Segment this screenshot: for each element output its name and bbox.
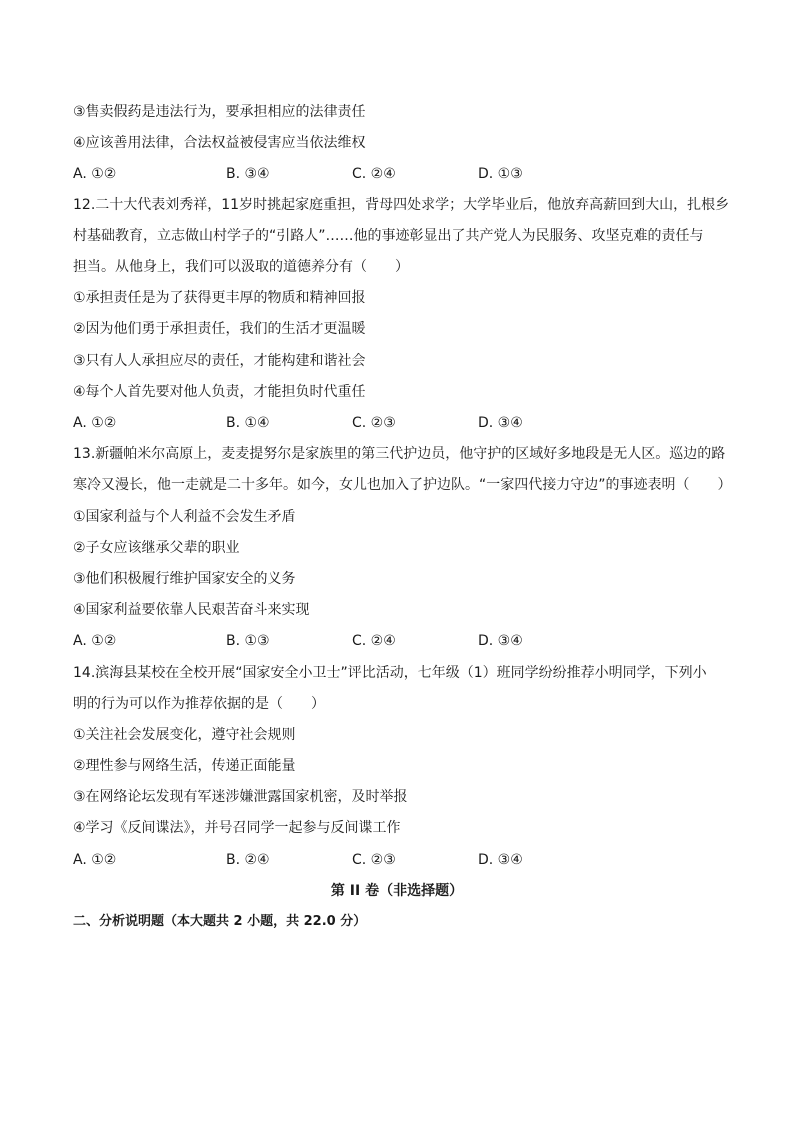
q13-choice-d: D. ③④ [478, 633, 523, 649]
q12-stem-line-2: 村基础教育，立志做山村学子的“引路人”……他的事迹彰显出了共产党人为民服务、攻坚克难的责任与 [73, 228, 704, 244]
q11-option-item-3: ③售卖假药是违法行为，要承担相应的法律责任 [73, 104, 366, 120]
part-2-heading: 二、分析说明题（本大题共 2 小题，共 22.0 分） [73, 914, 367, 929]
q11-choice-c: C. ②④ [352, 166, 396, 182]
q12-choice-b: B. ①④ [226, 415, 270, 431]
q14-option-item-3: ③在网络论坛发现有军迷涉嫌泄露国家机密，及时举报 [73, 789, 408, 805]
q13-choice-b: B. ①③ [226, 633, 270, 649]
q14-option-item-2: ②理性参与网络生活，传递正面能量 [73, 758, 296, 774]
q11-choice-a: A. ①② [73, 166, 117, 182]
q12-option-item-1: ①承担责任是为了获得更丰厚的物质和精神回报 [73, 290, 366, 306]
q14-option-item-4: ④学习《反间谍法》，并号召同学一起参与反间谍工作 [73, 820, 401, 836]
q11-choice-d: D. ①③ [478, 166, 523, 182]
q14-choice-a: A. ①② [73, 852, 117, 868]
q13-stem-line-1: 13.新疆帕米尔高原上，麦麦提努尔是家族里的第三代护边员，他守护的区域好多地段是无人区。巡边的路 [73, 446, 726, 462]
q13-choice-c: C. ②④ [352, 633, 396, 649]
q12-choice-d: D. ③④ [478, 415, 523, 431]
section-2-title: 第 II 卷（非选择题） [330, 883, 464, 899]
q14-option-item-1: ①关注社会发展变化，遵守社会规则 [73, 727, 296, 743]
q11-option-item-4: ④应该善用法律，合法权益被侵害应当依法维权 [73, 135, 366, 151]
q13-option-item-4: ④国家利益要依靠人民艰苦奋斗来实现 [73, 602, 310, 618]
q12-choice-a: A. ①② [73, 415, 117, 431]
q14-choice-b: B. ②④ [226, 852, 270, 868]
q13-option-item-2: ②子女应该继承父辈的职业 [73, 540, 240, 556]
q14-stem-line-2: 明的行为可以作为推荐依据的是（ ） [73, 696, 325, 712]
q14-choice-d: D. ③④ [478, 852, 523, 868]
q12-option-item-4: ④每个人首先要对他人负责，才能担负时代重任 [73, 384, 366, 400]
q13-option-item-1: ①国家利益与个人利益不会发生矛盾 [73, 509, 296, 525]
q12-option-item-3: ③只有人人承担应尽的责任，才能构建和谐社会 [73, 353, 366, 369]
q12-option-item-2: ②因为他们勇于承担责任，我们的生活才更温暖 [73, 321, 366, 337]
q13-stem-line-2: 寒冷又漫长，他一走就是二十多年。如今，女儿也加入了护边队。“一家四代接力守边”的事迹表明（ ） [73, 477, 732, 493]
q13-option-item-3: ③他们积极履行维护国家安全的义务 [73, 571, 296, 587]
q14-stem-line-1: 14.滨海县某校在全校开展“国家安全小卫士”评比活动，七年级（1）班同学纷纷推荐小明同学，下列小 [73, 665, 707, 681]
q13-choice-a: A. ①② [73, 633, 117, 649]
q12-choice-c: C. ②③ [352, 415, 396, 431]
q12-stem-line-1: 12.二十大代表刘秀祥，11岁时挑起家庭重担，背母四处求学；大学毕业后，他放弃高薪回到大山，扎根乡 [73, 197, 730, 213]
q12-stem-line-3: 担当。从他身上，我们可以汲取的道德养分有（ ） [73, 259, 409, 275]
q11-choice-b: B. ③④ [226, 166, 270, 182]
q14-choice-c: C. ②③ [352, 852, 396, 868]
